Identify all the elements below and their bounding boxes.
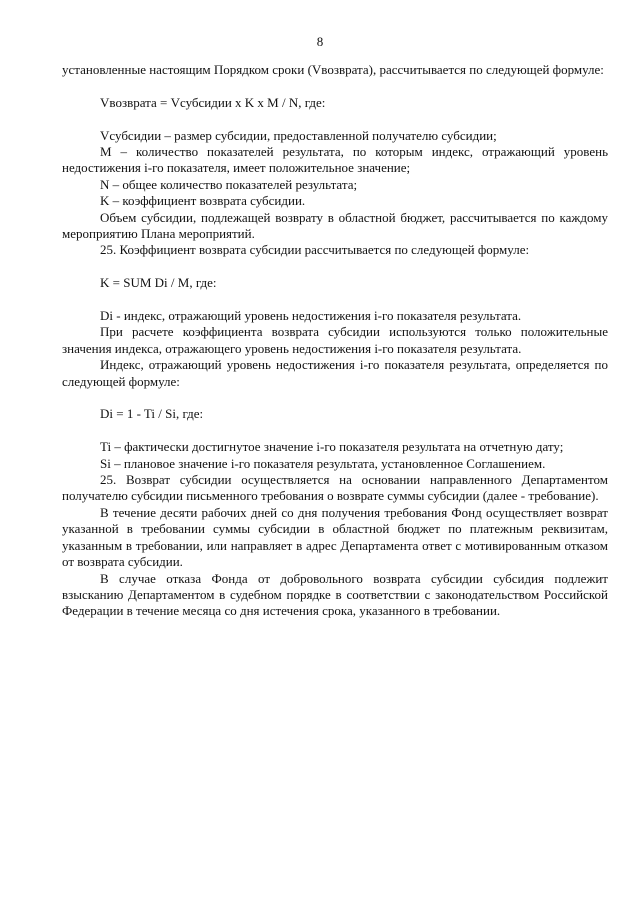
spacer (62, 259, 608, 275)
paragraph-25-return: 25. Возврат субсидии осуществляется на основании направленного Департаментом получателю субсидии письменного требования о возврате суммы субсидии (далее - требование). (62, 472, 608, 504)
paragraph-volume: Объем субсидии, подлежащей возврату в областной бюджет, рассчитывается по каждому мероприятию Плана мероприятий. (62, 209, 608, 242)
paragraph-25-coefficient: 25. Коэффициент возврата субсидии рассчитывается по следующей формуле: (100, 242, 530, 258)
document-body (62, 62, 608, 620)
definition-di: Di - индекс, отражающий уровень недостижения i-го показателя результата. (100, 308, 522, 324)
spacer (62, 78, 608, 94)
spacer (62, 423, 608, 439)
spacer (62, 111, 608, 127)
spacer (62, 390, 608, 406)
paragraph-calculation: При расчете коэффициента возврата субсидии используются только положительные значения индекса, отражающего уровень недостижения i-го показателя результата. (62, 324, 608, 356)
paragraph-ten-days: В течение десяти рабочих дней со дня получения требования Фонд осуществляет возврат указанной в требовании суммы субсидии в областной бюджет по платежным реквизитам, указанным в требовании, или направляет в адрес Департамента ответ с мотивированным отказом от возврата субсидии. (62, 504, 608, 570)
spacer (62, 292, 608, 308)
paragraph-refusal: В случае отказа Фонда от добровольного возврата субсидии субсидия подлежит взысканию Департаментом в судебном порядке в соответствии с законодательством Российской Федерации в течение месяца со дня истечения срока, указанного в требовании. (62, 570, 608, 619)
definition-m: M – количество показателей результата, по которым индекс, отражающий уровень недостижения i-го показателя, имеет положительное значение; (62, 144, 608, 176)
definition-k: K – коэффициент возврата субсидии. (100, 193, 306, 209)
definition-ti: Ti – фактически достигнутое значение i-го показателя результата на отчетную дату; (100, 439, 564, 455)
definition-n: N – общее количество показателей результата; (100, 176, 358, 192)
definition-si: Si – плановое значение i-го показателя результата, установленное Соглашением. (100, 455, 546, 471)
paragraph-index: Индекс, отражающий уровень недостижения i-го показателя результата, определяется по следующей формуле: (62, 357, 608, 389)
formula-coefficient: K = SUM Di / M, где: (100, 275, 217, 291)
paragraph-intro: установленные настоящим Порядком сроки (Vвозврата), рассчитывается по следующей формуле: (62, 62, 604, 77)
formula-return-volume: Vвозврата = Vсубсидии x K x M / N, где: (100, 94, 326, 110)
formula-index: Di = 1 - Ti / Si, где: (100, 406, 204, 422)
definition-v-subsidy: Vсубсидии – размер субсидии, предоставленной получателю субсидии; (100, 127, 497, 143)
page-number: 8 (316, 34, 324, 49)
